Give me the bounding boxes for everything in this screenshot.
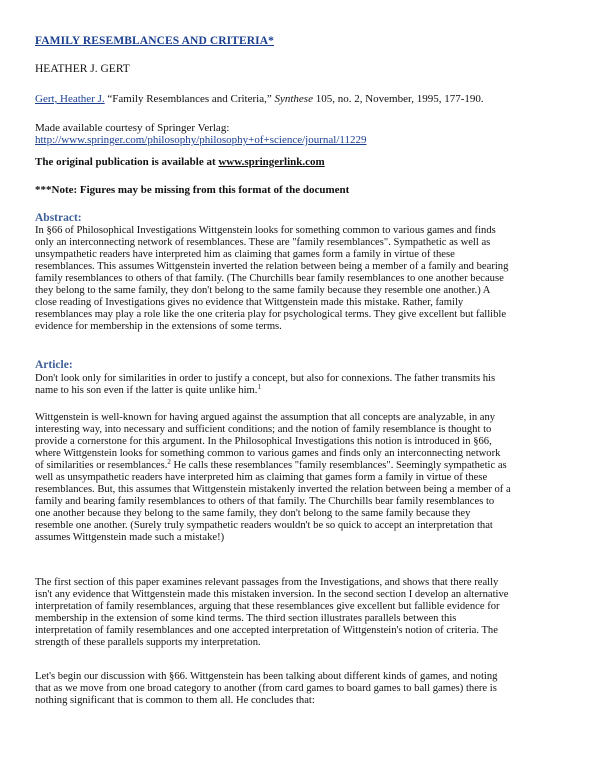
paragraph-line: isn't any evidence that Wittgenstein made this mistaken inversion. In the second section I develop an alternative	[35, 589, 509, 600]
paragraph-text: of similarities or resemblances.	[35, 460, 168, 471]
abstract-line: In §66 of Philosophical Investigations Wittgenstein looks for something common to various games and finds	[35, 225, 496, 236]
abstract-heading: Abstract:	[35, 212, 82, 224]
paragraph-line: assumes Wittgenstein made such a mistake!)	[35, 532, 225, 543]
paragraph-line: nothing significant that is common to them all. He concludes that:	[35, 695, 315, 706]
paragraph-line	[35, 385, 495, 397]
article-heading: Article:	[35, 359, 73, 371]
paragraph-line: one another because they belong to the same family, they don't belong to the same family because they	[35, 508, 471, 519]
courtesy-note	[35, 122, 366, 146]
article-paragraph-1	[35, 373, 495, 397]
article-paragraph-2	[35, 412, 511, 544]
abstract-line: they belong to the same family, they don't belong to the same family because they resemble one another.) A	[35, 285, 491, 296]
document-title[interactable]: FAMILY RESEMBLANCES AND CRITERIA*	[35, 35, 274, 47]
article-paragraph-3	[35, 577, 508, 649]
paragraph-line: resemble one another. (Surely truly sympathetic readers wouldn't be so quick to accept an interpretation that	[35, 520, 493, 531]
paragraph-line: well as unsympathetic readers have interpreted him as claiming that games form a family in virtue of these	[35, 472, 488, 483]
footnote-ref-2[interactable]: 2	[167, 458, 171, 466]
springer-journal-link[interactable]: http://www.springer.com/philosophy/philosophy+of+science/journal/11229	[35, 134, 367, 146]
abstract-line: resemblances. This assumes Wittgenstein inverted the relation between being a member of a family and bearing	[35, 261, 509, 272]
abstract-line: evidence for membership in the extensions of some terms.	[35, 321, 282, 332]
courtesy-text: Made available courtesy of Springer Verlag:	[35, 122, 230, 134]
abstract-line: family resemblances to others of that family. (The Churchills bear family resemblances to one another because	[35, 273, 504, 284]
paragraph-line: interesting way, into necessary and sufficient conditions; and the notion of family resemblance is thought to	[35, 424, 492, 435]
abstract-line: close reading of Investigations gives no evidence that Wittgenstein made this mistake. Rather, family	[35, 297, 464, 308]
paragraph-line: interpretation of family resemblances and one accepted interpretation of Wittgenstein's notion of criteria. The	[35, 625, 498, 636]
publication-note	[35, 156, 325, 168]
paragraph-line: Let's begin our discussion with §66. Wittgenstein has been talking about different kinds of games, and noting	[35, 671, 498, 682]
paragraph-line: Don't look only for similarities in order to justify a concept, but also for connexions. The father transmits his	[35, 373, 496, 384]
paragraph-line: family and bearing family resemblances to others of that family. The Churchills bear family resemblances to	[35, 496, 495, 507]
paragraph-line: Wittgenstein is well-known for having argued against the assumption that all concepts are analyzable, in any	[35, 412, 496, 423]
abstract-line: unsympathetic readers have interpreted him as claiming that games form a family in virtue of these	[35, 249, 455, 260]
abstract-body	[35, 225, 508, 333]
figures-note: ***Note: Figures may be missing from this format of the document	[35, 184, 350, 196]
springerlink-link[interactable]: www.springerlink.com	[218, 156, 325, 168]
abstract-line: only an interconnecting network of resemblances. These are "family resemblances". Sympathetic as well as	[35, 237, 491, 248]
paragraph-line: The first section of this paper examines relevant passages from the Investigations, and shows that there really	[35, 577, 499, 588]
author-link[interactable]: Gert, Heather J.	[35, 93, 105, 105]
paragraph-line: membership in the extension of some kind terms. The third section illustrates parallels between this	[35, 613, 457, 624]
paragraph-text: He calls these resemblances "family resemblances". Seemingly sympathetic as	[170, 460, 507, 471]
article-paragraph-4	[35, 671, 497, 707]
paragraph-line: provide a cornerstone for this argument. In the Philosophical Investigations this notion is introduced in §66,	[35, 436, 492, 447]
paragraph-line: interpretation of family resemblances, arguing that these resemblances give excellent but fallible evidence for	[35, 601, 500, 612]
citation-details: 105, no. 2, November, 1995, 177-190.	[312, 93, 484, 105]
author-name: HEATHER J. GERT	[35, 63, 130, 75]
footnote-ref-1[interactable]: 1	[257, 383, 261, 391]
paragraph-line: resemblances. But, this assumes that Wittgenstein mistakenly inverted the relation between being a member of a	[35, 484, 511, 495]
publication-note-prefix: The original publication is available at	[35, 156, 219, 168]
citation-journal: Synthese	[274, 93, 313, 105]
paragraph-line	[35, 460, 511, 472]
citation-title: “Family Resemblances and Criteria,”	[104, 93, 275, 105]
abstract-line: resemblances may play a role like the one criteria play for psychological terms. They give excellent but fallible	[35, 309, 507, 320]
citation	[35, 93, 484, 105]
paragraph-line: where Wittgenstein looks for something common to various games and finds only an interconnecting network	[35, 448, 501, 459]
paragraph-line: that as we move from one broad category to another (from card games to board games to ball games) there is	[35, 683, 497, 694]
paragraph-line: strength of these parallels supports my interpretation.	[35, 637, 261, 648]
paragraph-text: name to his son even if the latter is quite unlike him.	[35, 385, 258, 396]
